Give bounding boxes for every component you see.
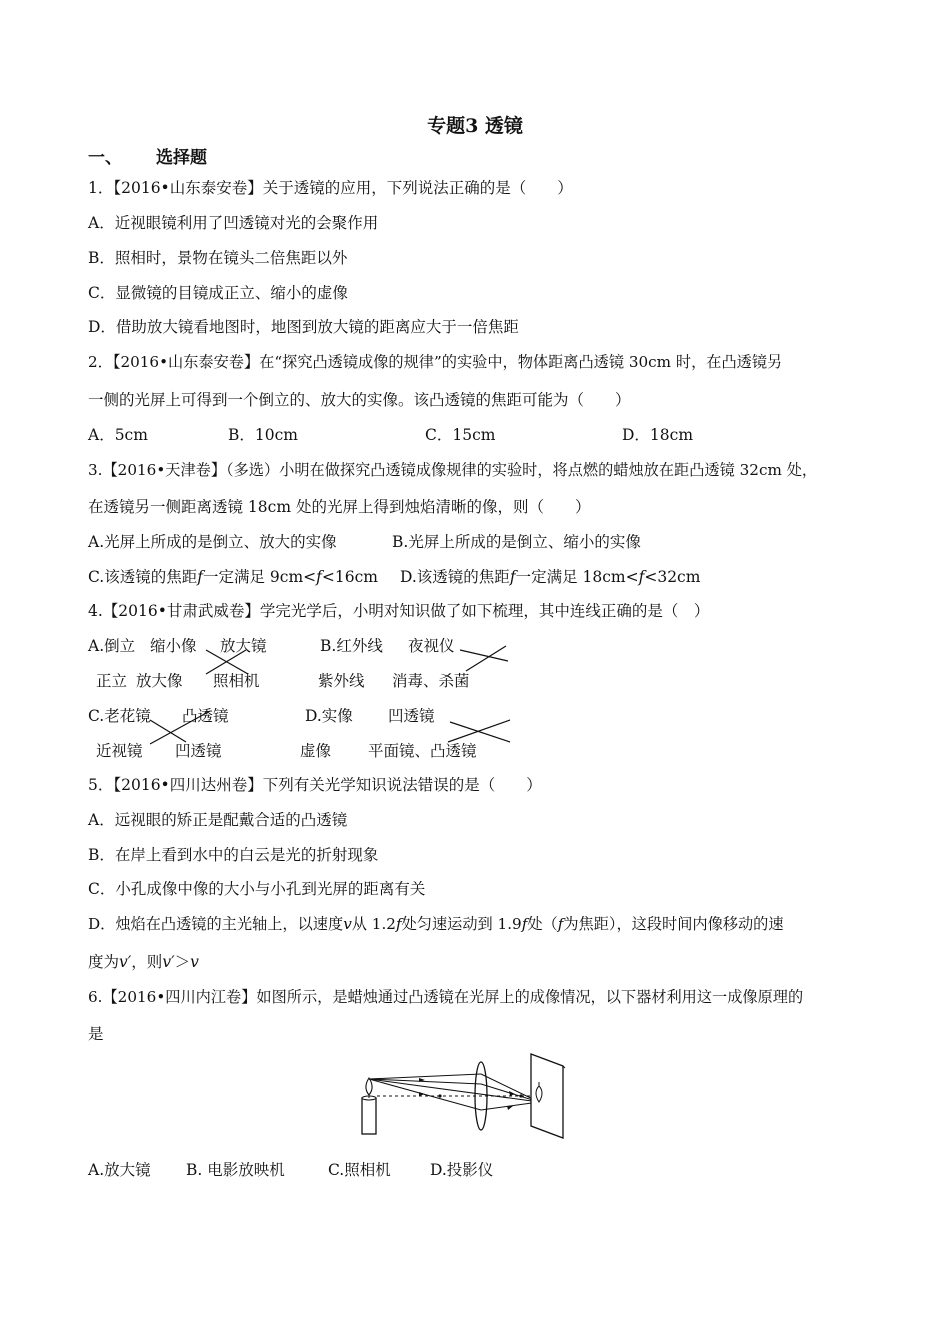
- q3-option-a: A.光屏上所成的是倒立、放大的实像: [88, 533, 337, 551]
- q1-option-d: D．借助放大镜看地图时，地图到放大镜的距离应大于一倍焦距: [88, 318, 519, 336]
- q5-option-b: B．在岸上看到水中的白云是光的折射现象: [88, 846, 379, 864]
- q1-option-a: A．近视眼镜利用了凹透镜对光的会聚作用: [88, 214, 379, 232]
- q4-a-left-top: A.倒立: [88, 637, 136, 655]
- q5-stem: 5．【2016•四川达州卷】下列有关光学知识说法错误的是（ ）: [88, 776, 542, 794]
- q2-option-d: D．18cm: [622, 426, 694, 444]
- page-title: 专题3 透镜: [427, 115, 523, 137]
- q2-stem-line2: 一侧的光屏上可得到一个倒立的、放大的实像。该凸透镜的焦距可能为（ ）: [88, 391, 631, 409]
- q6-option-c: C.照相机: [328, 1161, 391, 1179]
- q4-a-left-bottom: 正立: [96, 672, 128, 690]
- q3-option-d: D.该透镜的焦距f一定满足 18cm<f<32cm: [400, 568, 701, 586]
- convex-lens-imaging-figure: [355, 1050, 575, 1140]
- q3-stem-line1: 3.【2016•天津卷】（多选）小明在做探究凸透镜成像规律的实验时，将点燃的蜡烛放在距凸透镜 32cm 处，: [88, 461, 818, 479]
- section-number: 一、: [88, 148, 122, 168]
- q4-c-cross-line-2: [150, 711, 210, 744]
- q4-b-cross-line-2: [466, 646, 506, 671]
- q5-option-c: C．小孔成像中像的大小与小孔到光屏的距离有关: [88, 880, 426, 898]
- q4-b-left-bottom: 紫外线: [318, 672, 365, 690]
- q4-stem: 4.【2016•甘肃武威卷】学完光学后，小明对知识做了如下梳理，其中连线正确的是（ ）: [88, 602, 710, 620]
- q4-a-mid-top: 缩小像: [150, 637, 197, 655]
- q5-option-a: A．远视眼的矫正是配戴合适的凸透镜: [88, 811, 348, 829]
- q4-d-left-bottom: 虚像: [300, 742, 332, 760]
- q4-c-right-bottom: 凹透镜: [175, 742, 222, 760]
- q4-d-right-top: 凹透镜: [388, 707, 435, 725]
- q4-d-cross-line-1: [450, 722, 510, 742]
- q4-c-right-top: 凸透镜: [182, 707, 229, 725]
- q3-option-c: C.该透镜的焦距f一定满足 9cm<f<16cm: [88, 568, 378, 586]
- q4-c-left-bottom: 近视镜: [96, 742, 143, 760]
- candle-flame: [366, 1078, 372, 1095]
- q6-stem-line1: 6.【2016•四川内江卷】如图所示，是蜡烛通过凸透镜在光屏上的成像情况，以下器材利用这一成像原理的: [88, 988, 804, 1006]
- q6-option-d: D.投影仪: [430, 1161, 494, 1179]
- q4-c-left-top: C.老花镜: [88, 707, 151, 725]
- q5-option-d-line2: 度为v′，则v′＞v: [88, 953, 199, 971]
- q3-option-b: B.光屏上所成的是倒立、缩小的实像: [392, 533, 641, 551]
- q6-option-b: B. 电影放映机: [186, 1161, 285, 1179]
- q4-b-right-bottom: 消毒、杀菌: [392, 672, 470, 690]
- q2-option-c: C．15cm: [425, 426, 496, 444]
- q4-b-left-top: B.红外线: [320, 637, 383, 655]
- q4-d-left-top: D.实像: [305, 707, 353, 725]
- q4-a-right-top: 放大镜: [220, 637, 267, 655]
- q4-c-cross-line-1: [150, 720, 186, 742]
- q1-option-c: C．显微镜的目镜成正立、缩小的虚像: [88, 284, 348, 302]
- q1-stem: 1．【2016•山东泰安卷】关于透镜的应用，下列说法正确的是（ ）: [88, 179, 573, 197]
- q2-stem-line1: 2．【2016•山东泰安卷】在“探究凸透镜成像的规律”的实验中，物体距离凸透镜 30cm 时，在凸透镜另: [88, 353, 783, 371]
- q1-option-b: B．照相时，景物在镜头二倍焦距以外: [88, 249, 348, 267]
- candle-body: [362, 1098, 376, 1134]
- q4-a-right-bottom: 照相机: [213, 672, 260, 690]
- q6-stem-line2: 是: [88, 1025, 104, 1043]
- q5-option-d-line1: D．烛焰在凸透镜的主光轴上，以速度v从 1.2f处匀速运动到 1.9f处（f为焦距），这段时间内像移动的速: [88, 915, 784, 933]
- q2-option-a: A．5cm: [88, 426, 148, 444]
- q2-option-b: B．10cm: [228, 426, 298, 444]
- q4-b-right-top: 夜视仪: [408, 637, 455, 655]
- q3-stem-line2: 在透镜另一侧距离透镜 18cm 处的光屏上得到烛焰清晰的像，则（ ）: [88, 498, 591, 516]
- q6-option-a: A.放大镜: [88, 1161, 151, 1179]
- q4-a-mid-bottom: 放大像: [136, 672, 183, 690]
- section-label: 选择题: [156, 148, 207, 168]
- q4-d-right-bottom: 平面镜、凸透镜: [368, 742, 477, 760]
